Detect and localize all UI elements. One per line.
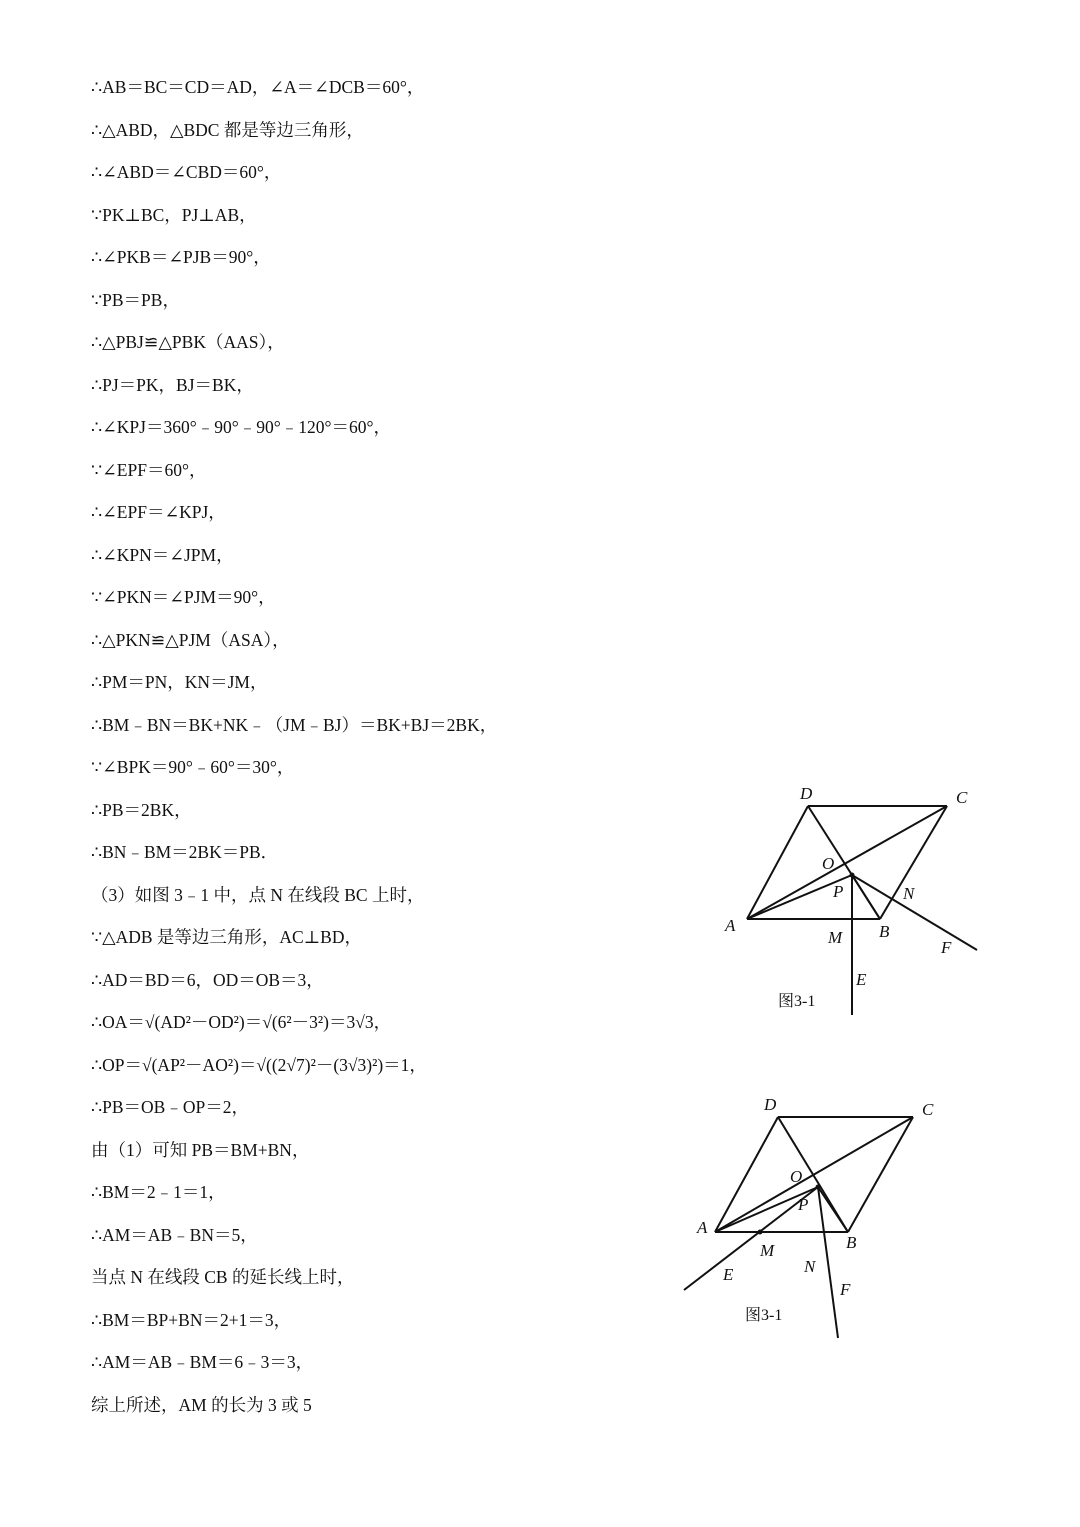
figure-caption: 图3-1 (745, 1307, 783, 1324)
label-F: F (941, 938, 952, 957)
text-line: ∴BM＝BP+BN＝2+1＝3， (91, 1309, 292, 1330)
text-line: ∴OP＝√(AP²－AO²)＝√((2√7)²－(3√3)²)＝1， (91, 1054, 427, 1075)
text-line: ∵PK⊥BC，PJ⊥AB， (91, 204, 257, 225)
text-line: ∴PJ＝PK，BJ＝BK， (91, 374, 254, 395)
text-line: ∴∠ABD＝∠CBD＝60°， (91, 162, 282, 182)
text-line: ∵∠PKN＝∠PJM＝90°， (91, 587, 276, 607)
text-line: ∴BN﹣BM＝2BK＝PB． (91, 842, 279, 862)
text-line: ∴△PBJ≌△PBK（AAS）， (91, 332, 285, 352)
label-E: E (856, 970, 867, 989)
text-line: ∴PM＝PN，KN＝JM， (91, 672, 268, 692)
text-line: （3）如图 3﹣1 中，点 N 在线段 BC 上时， (91, 884, 425, 905)
label-O: O (790, 1167, 803, 1186)
text-line: 综上所述，AM 的长为 3 或 5 (91, 1394, 312, 1415)
text-line: ∵PB＝PB， (91, 289, 180, 310)
label-B: B (879, 922, 890, 941)
text-line: ∴∠KPN＝∠JPM， (91, 544, 234, 565)
text-line: 当点 N 在线段 CB 的延长线上时， (91, 1267, 355, 1287)
text-line: ∴∠KPJ＝360°﹣90°﹣90°﹣120°＝60°， (91, 417, 391, 437)
label-F: F (840, 1280, 851, 1299)
label-D: D (764, 1095, 777, 1114)
figure-3-1-bottom (680, 1090, 950, 1345)
label-N: N (903, 884, 915, 903)
text-line: ∵∠EPF＝60°， (91, 459, 207, 480)
label-C: C (922, 1100, 934, 1119)
figure-caption: 图3-1 (778, 993, 816, 1010)
text-line: ∴AM＝AB﹣BM＝6﹣3＝3， (91, 1352, 314, 1372)
geometry-diagram-bottom (680, 1090, 950, 1345)
text-line: ∵△ADB 是等边三角形，AC⊥BD， (91, 927, 362, 947)
label-P: P (798, 1195, 809, 1214)
label-N: N (804, 1257, 816, 1276)
text-line: ∴∠EPF＝∠KPJ， (91, 502, 226, 522)
label-C: C (956, 788, 968, 807)
text-line: ∴AD＝BD＝6，OD＝OB＝3， (91, 969, 324, 990)
text-line: ∴AM＝AB﹣BN＝5， (91, 1224, 258, 1245)
geometry-diagram-top (715, 775, 985, 1025)
text-line: ∴PB＝OB﹣OP＝2， (91, 1097, 249, 1117)
text-line: ∴△ABD，△BDC 都是等边三角形， (91, 119, 364, 140)
label-A: A (725, 916, 736, 935)
text-line: ∴PB＝2BK， (91, 799, 192, 820)
text-line: 由（1）可知 PB＝BM+BN， (91, 1139, 310, 1160)
text-line: ∴AB＝BC＝CD＝AD，∠A＝∠DCB＝60°， (91, 77, 425, 97)
label-M: M (760, 1241, 775, 1260)
label-P: P (833, 882, 844, 901)
label-E: E (723, 1265, 734, 1284)
text-line: ∴BM＝2﹣1＝1， (91, 1182, 226, 1202)
label-M: M (828, 928, 843, 947)
label-A: A (697, 1218, 708, 1237)
figure-3-1-top (715, 775, 985, 1025)
label-D: D (800, 784, 813, 803)
text-line: ∴BM﹣BN＝BK+NK﹣（JM﹣BJ）＝BK+BJ＝2BK， (91, 714, 498, 735)
text-line: ∴OA＝√(AD²－OD²)＝√(6²－3²)＝3√3， (91, 1012, 392, 1032)
label-B: B (846, 1233, 857, 1252)
text-line: ∴∠PKB＝∠PJB＝90°， (91, 247, 271, 267)
text-line: ∴△PKN≌△PJM（ASA）， (91, 629, 290, 650)
text-line: ∵∠BPK＝90°﹣60°＝30°， (91, 757, 295, 777)
label-O: O (822, 854, 835, 873)
